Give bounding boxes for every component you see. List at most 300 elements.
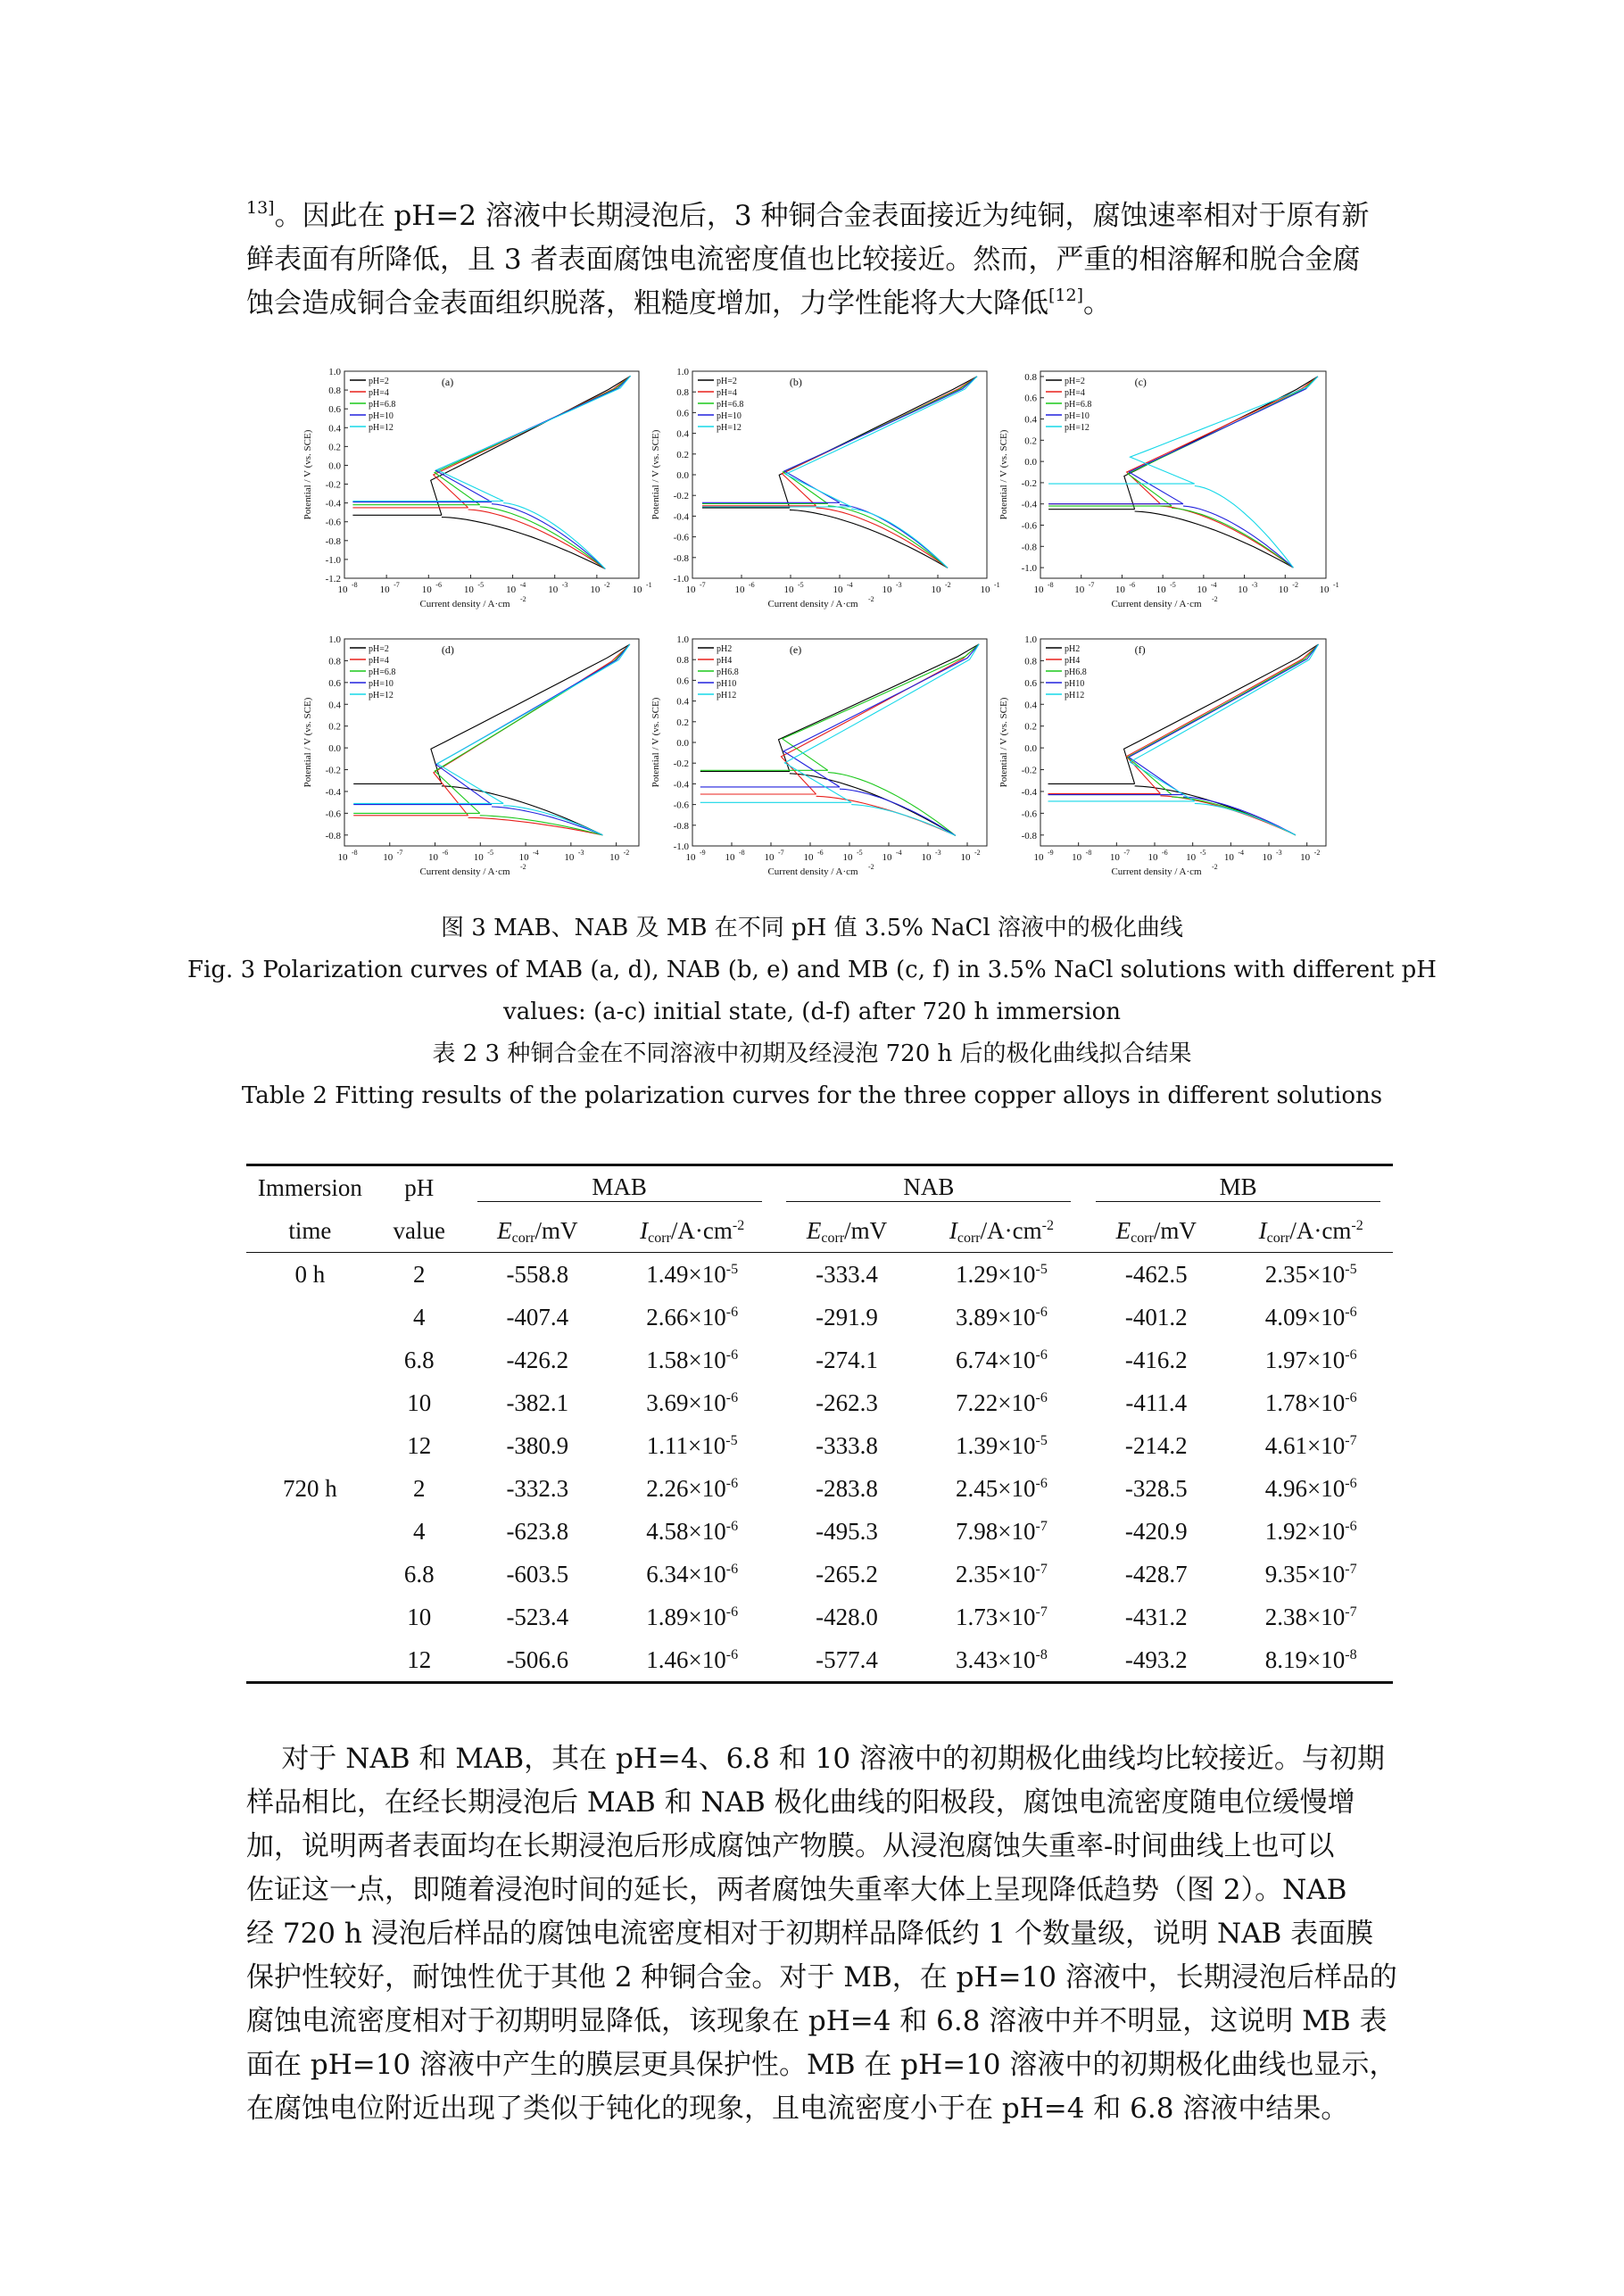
cell-icorr xyxy=(920,1253,1084,1297)
legend-label: pH=4 xyxy=(369,388,389,398)
legend-label: pH2 xyxy=(717,644,733,654)
legend-label: pH=12 xyxy=(369,691,394,700)
x-tick-label: 10 xyxy=(1319,584,1330,595)
header-ecorr xyxy=(465,1209,610,1253)
x-tick-label: 10 xyxy=(1300,852,1311,863)
cell-ecorr: -431.2 xyxy=(1124,1603,1188,1630)
cell-ecorr: -274.1 xyxy=(816,1346,878,1373)
x-axis-label: Current density / A·cm xyxy=(1111,599,1202,609)
y-tick-label: -0.4 xyxy=(1021,499,1037,510)
legend-label: pH=12 xyxy=(369,423,394,433)
y-tick-label: 0.4 xyxy=(676,696,689,708)
x-tick-label: 10 xyxy=(725,852,735,863)
y-tick-label: -0.2 xyxy=(1021,765,1037,776)
x-tick-label: 10 xyxy=(564,852,575,863)
icorr-unit: /A·cm xyxy=(1289,1216,1352,1244)
legend-label: pH=4 xyxy=(1065,388,1085,398)
cell-ecorr: -462.5 xyxy=(1124,1260,1188,1288)
cell-ph: 10 xyxy=(407,1388,432,1416)
icorr-exponent: -7 xyxy=(1345,1432,1357,1448)
icorr-mantissa: 8.19×10 xyxy=(1264,1645,1346,1673)
y-tick-label: -1.0 xyxy=(1021,563,1037,575)
cell-icorr xyxy=(920,1296,1084,1339)
legend-label: pH=2 xyxy=(369,644,389,654)
legend-label: pH=10 xyxy=(369,411,394,421)
x-tick-exponent: -5 xyxy=(798,581,804,589)
y-tick-label: -0.4 xyxy=(325,786,341,798)
cell-icorr xyxy=(1229,1339,1393,1381)
ecorr-unit: /mV xyxy=(534,1216,578,1244)
x-tick-exponent: -7 xyxy=(396,849,403,857)
icorr-exponent: -6 xyxy=(725,1604,739,1620)
icorr-mantissa: 4.96×10 xyxy=(1264,1474,1346,1502)
table-header-row-1 xyxy=(246,1165,1393,1210)
x-tick-exponent: -9 xyxy=(700,849,706,857)
y-tick-label: 0.0 xyxy=(1024,457,1037,468)
paragraph-punct: 。 xyxy=(1083,287,1112,319)
icorr-exponent: -6 xyxy=(725,1518,739,1534)
table-row xyxy=(246,1381,1393,1424)
x-tick-exponent: -7 xyxy=(1088,581,1095,589)
x-tick-exponent: -3 xyxy=(896,581,902,589)
legend-label: pH6.8 xyxy=(717,667,739,677)
icorr-mantissa: 3.43×10 xyxy=(956,1645,1036,1673)
cell-icorr xyxy=(610,1467,775,1510)
legend-label: pH=10 xyxy=(717,411,742,421)
cell-ecorr: -411.4 xyxy=(1125,1388,1188,1416)
cell-icorr xyxy=(1229,1381,1393,1424)
x-tick-exponent: -6 xyxy=(817,849,824,857)
icorr-mantissa: 2.66×10 xyxy=(646,1303,726,1330)
x-tick-exponent: -8 xyxy=(739,849,745,857)
y-tick-label: 0.2 xyxy=(1024,721,1037,733)
header-icorr xyxy=(610,1209,775,1253)
icorr-mantissa: 1.46×10 xyxy=(646,1645,726,1673)
cell-icorr xyxy=(610,1339,775,1381)
x-tick-exponent: -1 xyxy=(1333,581,1339,589)
header-icorr xyxy=(1229,1209,1393,1253)
legend-label: pH12 xyxy=(717,691,737,700)
x-tick-exponent: -4 xyxy=(847,581,853,589)
cell-icorr xyxy=(610,1596,775,1638)
x-tick-exponent: -3 xyxy=(1251,581,1258,589)
cell-icorr xyxy=(1229,1424,1393,1467)
y-tick-label: -1.0 xyxy=(673,841,689,852)
y-tick-label: 1.0 xyxy=(676,634,689,645)
icorr-mantissa: 1.39×10 xyxy=(956,1431,1036,1459)
icorr-exponent: -6 xyxy=(1345,1475,1357,1491)
x-tick-label: 10 xyxy=(421,584,432,595)
x-tick-exponent: -7 xyxy=(778,849,784,857)
table-header-row-2 xyxy=(246,1209,1393,1253)
x-tick-exponent: -4 xyxy=(519,581,526,589)
y-tick-label: 0.4 xyxy=(328,700,341,711)
panel-label: (f) xyxy=(1134,643,1146,656)
icorr-exponent: -2 xyxy=(1041,1217,1054,1233)
header-ph: pH xyxy=(374,1165,465,1210)
icorr-exponent: -6 xyxy=(1035,1347,1048,1363)
x-tick-exponent: -5 xyxy=(1199,849,1206,857)
y-axis-label: Potential / V (vs. SCE) xyxy=(650,429,661,520)
legend-label: pH=10 xyxy=(369,679,394,689)
header-ecorr xyxy=(1083,1209,1229,1253)
cell-icorr xyxy=(1229,1467,1393,1510)
x-tick-label: 10 xyxy=(764,852,775,863)
cell-ph: 10 xyxy=(407,1603,432,1630)
y-tick-label: -0.6 xyxy=(673,800,689,811)
icorr-exponent: -6 xyxy=(1035,1389,1048,1405)
x-tick-label: 10 xyxy=(506,584,517,595)
x-tick-label: 10 xyxy=(1114,584,1125,595)
legend-label: pH=6.8 xyxy=(717,400,744,410)
icorr-exponent: -2 xyxy=(732,1217,745,1233)
icorr-exponent: -7 xyxy=(1035,1518,1048,1534)
ecorr-subscript: corr xyxy=(821,1230,845,1246)
paragraph-line: 面在 pH=10 溶液中产生的膜层更具保护性。MB 在 pH=10 溶液中的初期极化曲线也显示， xyxy=(246,2049,1397,2081)
cell-ecorr: -265.2 xyxy=(816,1560,878,1587)
legend-label: pH2 xyxy=(1065,644,1081,654)
x-tick-exponent: -5 xyxy=(1170,581,1176,589)
x-tick-exponent: -9 xyxy=(1048,849,1054,857)
icorr-mantissa: 6.74×10 xyxy=(956,1346,1036,1373)
y-tick-label: -0.6 xyxy=(325,808,341,820)
icorr-exponent: -6 xyxy=(725,1389,739,1405)
icorr-mantissa: 1.97×10 xyxy=(1264,1346,1346,1373)
panel-label: (a) xyxy=(441,376,454,388)
y-tick-label: -0.6 xyxy=(325,517,341,528)
panel-label: (d) xyxy=(441,643,454,656)
paragraph-line: 经 720 h 浸泡后样品的腐蚀电流密度相对于初期样品降低约 1 个数量级，说明 NAB 表面膜 xyxy=(246,1918,1374,1950)
icorr-subscript: corr xyxy=(648,1230,671,1246)
x-tick-label: 10 xyxy=(1223,852,1234,863)
header-immersion: Immersion xyxy=(246,1165,374,1210)
x-axis-label-exponent: -2 xyxy=(868,595,874,603)
y-tick-label: 0.0 xyxy=(676,738,689,749)
icorr-exponent: -8 xyxy=(1035,1646,1048,1662)
x-tick-label: 10 xyxy=(882,852,892,863)
x-axis-label: Current density / A·cm xyxy=(1111,866,1202,877)
icorr-mantissa: 4.61×10 xyxy=(1264,1431,1346,1459)
cell-ecorr: -380.9 xyxy=(506,1431,569,1459)
cell-icorr xyxy=(1229,1553,1393,1596)
cell-time xyxy=(246,1339,374,1381)
icorr-mantissa: 1.89×10 xyxy=(646,1603,726,1630)
legend-label: pH6.8 xyxy=(1065,667,1087,677)
icorr-exponent: -6 xyxy=(1035,1475,1048,1491)
legend-label: pH4 xyxy=(717,656,733,666)
paragraph-line: 蚀会造成铜合金表面组织脱落，粗糙度增加，力学性能将大大降低 xyxy=(246,287,1048,319)
cell-icorr xyxy=(920,1510,1084,1553)
x-tick-exponent: -5 xyxy=(857,849,863,857)
x-tick-label: 10 xyxy=(1033,852,1044,863)
paragraph-line: 。因此在 pH=2 溶液中长期浸泡后，3 种铜合金表面接近为纯铜，腐蚀速率相对于原有新 xyxy=(274,200,1370,232)
paragraph-line: 对于 NAB 和 MAB，其在 pH=4、6.8 和 10 溶液中的初期极化曲线均比较接近。与初期 xyxy=(246,1743,1385,1775)
table-row xyxy=(246,1510,1393,1553)
paragraph-line: 佐证这一点，即随着浸泡时间的延长，两者腐蚀失重率大体上呈现降低趋势（图 2）。NAB xyxy=(246,1874,1347,1906)
y-axis-label: Potential / V (vs. SCE) xyxy=(998,429,1009,520)
x-tick-label: 10 xyxy=(833,584,843,595)
paragraph-2 xyxy=(246,1737,1397,2131)
series-curve xyxy=(1048,644,1319,835)
x-tick-exponent: -8 xyxy=(352,581,358,589)
x-tick-exponent: -8 xyxy=(1048,581,1054,589)
icorr-exponent: -6 xyxy=(1345,1518,1357,1534)
x-tick-label: 10 xyxy=(383,852,394,863)
y-tick-label: 0.2 xyxy=(676,449,689,460)
cell-icorr xyxy=(610,1424,775,1467)
figure-caption-en-line1: Fig. 3 Polarization curves of MAB (a, d), NAB (b, e) and MB (c, f) in 3.5% NaCl solutions with different pH xyxy=(187,957,1437,983)
table-body xyxy=(246,1253,1393,1683)
y-tick-label: 0.0 xyxy=(676,470,689,481)
y-tick-label: 0.8 xyxy=(1024,656,1037,667)
y-tick-label: -0.6 xyxy=(673,532,689,543)
x-tick-exponent: -6 xyxy=(1162,849,1168,857)
x-tick-label: 10 xyxy=(609,852,620,863)
cell-icorr xyxy=(610,1296,775,1339)
x-tick-exponent: -4 xyxy=(1210,581,1217,589)
x-tick-label: 10 xyxy=(463,584,474,595)
header-group-mb: MB xyxy=(1083,1165,1393,1210)
cell-ecorr: -558.8 xyxy=(506,1260,569,1288)
cell-ecorr: -283.8 xyxy=(816,1474,878,1502)
y-axis-label: Potential / V (vs. SCE) xyxy=(302,697,313,788)
y-tick-label: 0.2 xyxy=(328,442,341,453)
legend-label: pH12 xyxy=(1065,691,1085,700)
paragraph-line: 保护性较好，耐蚀性优于其他 2 种铜合金。对于 MB，在 pH=10 溶液中，长期浸泡后样品的 xyxy=(246,1961,1397,1993)
polarization-figure xyxy=(294,357,1347,892)
citation-ref: [12] xyxy=(1048,286,1084,305)
y-tick-label: 0.8 xyxy=(328,385,341,397)
icorr-unit: /A·cm xyxy=(670,1216,733,1244)
x-tick-label: 10 xyxy=(685,584,696,595)
cell-ecorr: -262.3 xyxy=(816,1388,878,1416)
y-tick-label: -0.2 xyxy=(325,765,341,776)
y-axis-label: Potential / V (vs. SCE) xyxy=(650,697,661,788)
ecorr-subscript: corr xyxy=(511,1230,535,1246)
cell-ecorr: -407.4 xyxy=(506,1303,569,1330)
x-tick-exponent: -8 xyxy=(352,849,358,857)
polarization-panel-b xyxy=(639,364,1014,642)
icorr-exponent: -6 xyxy=(725,1561,739,1577)
y-tick-label: -0.8 xyxy=(673,552,689,564)
y-tick-label: -0.8 xyxy=(673,820,689,832)
x-tick-label: 10 xyxy=(337,584,348,595)
icorr-symbol: I xyxy=(1258,1216,1267,1244)
icorr-exponent: -6 xyxy=(1345,1347,1357,1363)
x-axis-label-exponent: -2 xyxy=(520,863,526,871)
ecorr-subscript: corr xyxy=(1131,1230,1154,1246)
table-row xyxy=(246,1424,1393,1467)
polarization-panel-a xyxy=(291,364,666,642)
cell-icorr xyxy=(1229,1296,1393,1339)
x-tick-label: 10 xyxy=(921,852,932,863)
paragraph-line: 鲜表面有所降低，且 3 者表面腐蚀电流密度值也比较接近。然而，严重的相溶解和脱合金腐 xyxy=(246,244,1361,276)
cell-ph: 12 xyxy=(374,1638,465,1683)
x-tick-label: 10 xyxy=(980,584,990,595)
cell-ecorr: -416.2 xyxy=(1124,1346,1188,1373)
icorr-mantissa: 2.26×10 xyxy=(646,1474,726,1502)
table-caption-en: Table 2 Fitting results of the polarization curves for the three copper alloys in different solutions xyxy=(241,1082,1383,1109)
x-tick-exponent: -2 xyxy=(1292,581,1298,589)
cell-ph: 4 xyxy=(413,1517,426,1545)
x-tick-exponent: -4 xyxy=(896,849,902,857)
icorr-exponent: -6 xyxy=(725,1304,739,1320)
x-tick-exponent: -3 xyxy=(1276,849,1282,857)
icorr-exponent: -7 xyxy=(1345,1561,1357,1577)
cell-icorr xyxy=(920,1553,1084,1596)
icorr-mantissa: 1.73×10 xyxy=(956,1603,1036,1630)
y-tick-label: -0.6 xyxy=(1021,808,1037,820)
x-axis-label: Current density / A·cm xyxy=(419,599,510,609)
x-axis-label-exponent: -2 xyxy=(1212,595,1218,603)
y-tick-label: 0.2 xyxy=(1024,435,1037,447)
y-tick-label: 0.4 xyxy=(328,423,341,435)
figure-caption-cn: 图 3 MAB、NAB 及 MB 在不同 pH 值 3.5% NaCl 溶液中的极化曲线 xyxy=(441,915,1183,941)
x-tick-label: 10 xyxy=(1148,852,1158,863)
cell-icorr xyxy=(610,1553,775,1596)
x-tick-exponent: -6 xyxy=(1129,581,1136,589)
icorr-exponent: -7 xyxy=(1345,1604,1357,1620)
table-row xyxy=(246,1596,1393,1638)
x-tick-exponent: -7 xyxy=(700,581,706,589)
x-tick-exponent: -2 xyxy=(945,581,951,589)
icorr-exponent: -6 xyxy=(1035,1304,1048,1320)
cell-ph: 12 xyxy=(407,1431,432,1459)
y-tick-label: -0.8 xyxy=(1021,542,1037,553)
x-tick-exponent: -4 xyxy=(1238,849,1245,857)
y-tick-label: 0.8 xyxy=(1024,371,1037,383)
icorr-exponent: -7 xyxy=(1035,1561,1048,1577)
y-tick-label: 0.8 xyxy=(676,387,689,399)
legend-label: pH=4 xyxy=(717,388,737,398)
y-tick-label: -0.4 xyxy=(325,498,341,510)
x-tick-exponent: -5 xyxy=(477,581,485,589)
header-group-nab: NAB xyxy=(774,1165,1083,1210)
x-tick-exponent: -3 xyxy=(935,849,941,857)
x-tick-label: 10 xyxy=(473,852,484,863)
y-tick-label: 0.8 xyxy=(676,655,689,667)
cell-ecorr: -401.2 xyxy=(1124,1303,1188,1330)
icorr-exponent: -8 xyxy=(1345,1646,1357,1662)
icorr-exponent: -6 xyxy=(1345,1389,1357,1405)
icorr-exponent: -5 xyxy=(1035,1432,1048,1448)
polarization-panel-c xyxy=(987,364,1353,642)
x-tick-exponent: -7 xyxy=(1123,849,1131,857)
cell-icorr xyxy=(920,1424,1084,1467)
x-tick-label: 10 xyxy=(1278,584,1288,595)
cell-icorr xyxy=(920,1467,1084,1510)
cell-ecorr: -495.3 xyxy=(816,1517,878,1545)
y-tick-label: 0.4 xyxy=(676,428,689,440)
cell-ph: 2 xyxy=(413,1260,426,1288)
cell-ecorr: -623.8 xyxy=(506,1517,569,1545)
y-tick-label: -0.8 xyxy=(325,830,341,841)
icorr-mantissa: 2.35×10 xyxy=(956,1560,1036,1587)
y-tick-label: 0.2 xyxy=(328,721,341,733)
x-tick-label: 10 xyxy=(1156,584,1166,595)
cell-time: 720 h xyxy=(283,1474,337,1502)
x-axis-label: Current density / A·cm xyxy=(419,866,510,877)
x-tick-label: 10 xyxy=(379,584,390,595)
y-tick-label: 0.6 xyxy=(676,676,689,687)
x-tick-label: 10 xyxy=(1074,584,1085,595)
icorr-symbol: I xyxy=(949,1216,957,1244)
y-tick-label: -0.6 xyxy=(1021,520,1037,532)
x-axis-label-exponent: -2 xyxy=(520,595,526,603)
icorr-exponent: -6 xyxy=(725,1347,739,1363)
header-ecorr xyxy=(774,1209,919,1253)
y-tick-label: 0.0 xyxy=(328,743,341,755)
legend-label: pH10 xyxy=(717,679,737,689)
icorr-mantissa: 2.38×10 xyxy=(1264,1603,1346,1630)
cell-time xyxy=(246,1381,374,1424)
citation-ref: 13] xyxy=(246,198,275,218)
y-tick-label: 0.8 xyxy=(328,656,341,667)
x-tick-exponent: -2 xyxy=(974,849,981,857)
x-tick-exponent: -7 xyxy=(394,581,400,589)
y-tick-label: 0.6 xyxy=(328,677,341,689)
icorr-exponent: -6 xyxy=(1345,1304,1357,1320)
polarization-panel-e xyxy=(639,632,1014,910)
legend-label: pH=6.8 xyxy=(1065,400,1092,410)
x-tick-label: 10 xyxy=(842,852,853,863)
icorr-exponent: -5 xyxy=(1345,1261,1357,1277)
legend-label: pH=12 xyxy=(717,423,742,433)
table-row xyxy=(246,1553,1393,1596)
paragraph-1 xyxy=(246,195,1393,326)
legend-label: pH=2 xyxy=(1065,377,1085,386)
header-group-mab: MAB xyxy=(465,1165,775,1210)
x-tick-label: 10 xyxy=(734,584,745,595)
cell-ecorr: -214.2 xyxy=(1124,1431,1188,1459)
legend-label: pH=12 xyxy=(1065,423,1090,433)
cell-icorr xyxy=(1229,1638,1393,1683)
cell-ecorr: -493.2 xyxy=(1083,1638,1229,1683)
cell-ph: 6.8 xyxy=(403,1560,435,1587)
x-tick-exponent: -2 xyxy=(603,581,610,589)
y-tick-label: 0.6 xyxy=(676,408,689,419)
icorr-mantissa: 1.49×10 xyxy=(646,1260,726,1288)
x-tick-exponent: -2 xyxy=(623,849,630,857)
y-tick-label: 0.4 xyxy=(1024,700,1037,711)
cell-icorr xyxy=(610,1253,775,1297)
cell-ecorr: -333.4 xyxy=(816,1260,878,1288)
polarization-panel-f xyxy=(987,632,1353,910)
cell-ecorr: -332.3 xyxy=(506,1474,569,1502)
cell-icorr xyxy=(610,1638,775,1683)
legend-label: pH=4 xyxy=(369,656,389,666)
icorr-mantissa: 1.92×10 xyxy=(1264,1517,1346,1545)
table-row xyxy=(246,1296,1393,1339)
icorr-mantissa: 1.11×10 xyxy=(646,1431,726,1459)
x-tick-label: 10 xyxy=(783,584,794,595)
cell-time xyxy=(246,1596,374,1638)
y-tick-label: 0.6 xyxy=(1024,393,1037,404)
y-tick-label: 1.0 xyxy=(328,367,341,377)
x-tick-label: 10 xyxy=(803,852,814,863)
x-tick-label: 10 xyxy=(548,584,559,595)
y-tick-label: 0.6 xyxy=(1024,677,1037,689)
legend-label: pH=2 xyxy=(369,377,389,386)
x-tick-exponent: -3 xyxy=(561,581,568,589)
series-curve xyxy=(700,644,979,836)
y-tick-label: 1.0 xyxy=(1024,634,1037,645)
x-tick-exponent: -6 xyxy=(442,849,449,857)
x-axis-label-exponent: -2 xyxy=(868,863,874,871)
icorr-mantissa: 4.58×10 xyxy=(646,1517,726,1545)
cell-ecorr: -577.4 xyxy=(774,1638,919,1683)
y-tick-label: -0.8 xyxy=(325,535,341,547)
